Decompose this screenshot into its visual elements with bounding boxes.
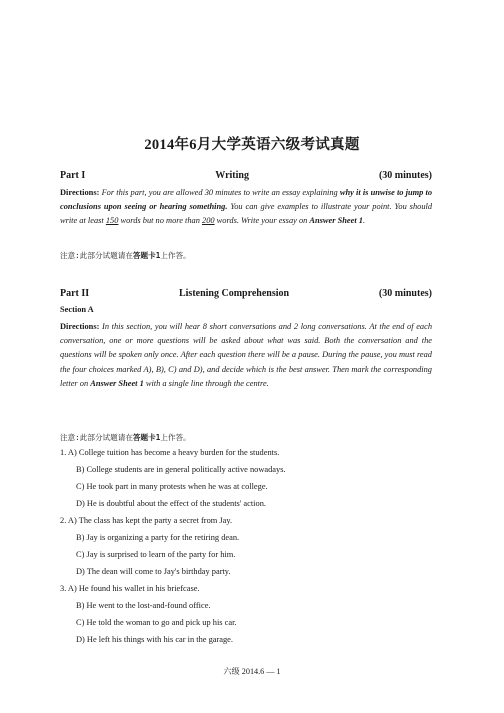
option-a: A) The class has kept the party a secret from Jay. xyxy=(67,516,233,525)
part1-time: (30 minutes) xyxy=(378,170,432,181)
question-3-option-c: C) He told the woman to go and pick up his car. xyxy=(76,618,237,627)
option-a: A) College tuition has become a heavy burden for the students. xyxy=(67,448,280,457)
part1-dir-text-a: For this part, you are allowed 30 minutes to write an essay explaining xyxy=(101,188,338,197)
part2-dir-text: In this section, you will hear 8 short conversations and 2 long conversations. At the end of each conversation, one or more questions will be asked about what was said. Both the conversation and the questions will be spoken only once. After each question there will be a pause. During the pause, you must read the four choices marked A), B), C) and D), and decide which is the best answer. Then mark the corresponding letter on xyxy=(60,322,433,388)
part1-label: Part I xyxy=(60,170,86,181)
part1-header xyxy=(60,170,432,181)
part2-note-card: 答题卡1 xyxy=(132,433,161,442)
page-footer: 六级 2014.6 — 1 xyxy=(223,667,281,676)
question-number: 3. xyxy=(60,584,67,593)
part2-note-a: 注意:此部分试题请在 xyxy=(60,433,133,442)
part1-note-b: 上作答。 xyxy=(160,251,191,260)
page-title: 2014年6月大学英语六级考试真题 xyxy=(144,137,360,153)
part2-name: Listening Comprehension xyxy=(178,288,290,299)
question-2-option-c: C) Jay is surprised to learn of the party for him. xyxy=(76,550,236,559)
question-3-option-d: D) He left his things with his car in the garage. xyxy=(76,635,233,644)
question-2 xyxy=(60,516,232,525)
part2-dir-end: with a single line through the centre. xyxy=(145,378,269,388)
question-3-option-b: B) He went to the lost-and-found office. xyxy=(76,601,211,610)
question-number: 1. xyxy=(60,448,67,457)
part2-directions xyxy=(60,320,432,391)
part1-dir-topic: why it is unwise to jump to conclusions upon seeing or hearing something. xyxy=(60,188,433,212)
part2-header xyxy=(60,288,432,299)
part1-dir-end: . xyxy=(362,216,366,226)
part1-max-words: 200 xyxy=(202,216,215,226)
part1-directions-label: Directions: xyxy=(60,188,100,197)
question-number: 2. xyxy=(60,516,67,525)
part2-note xyxy=(60,432,191,443)
part2-directions-label: Directions: xyxy=(60,322,100,331)
question-1-option-b: B) College students are in general politically active nowadays. xyxy=(76,465,286,474)
part1-answer-sheet: Answer Sheet 1 xyxy=(309,216,363,226)
part1-min-words: 150 xyxy=(105,216,119,226)
part1-note xyxy=(60,250,191,261)
question-1-option-d: D) He is doubtful about the effect of the students' action. xyxy=(76,499,266,508)
part1-dir-text-c: words but no more than xyxy=(120,216,200,226)
part1-note-card: 答题卡1 xyxy=(132,251,161,260)
part2-time: (30 minutes) xyxy=(378,288,432,299)
section-a-label: Section A xyxy=(60,305,94,314)
part1-dir-text-d: words. Write your essay on xyxy=(216,216,308,226)
question-3 xyxy=(60,584,200,593)
part1-name: Writing xyxy=(215,170,249,181)
part1-note-a: 注意:此部分试题请在 xyxy=(60,251,133,260)
question-1-option-c: C) He took part in many protests when he was at college. xyxy=(76,482,268,491)
part1-directions xyxy=(60,186,432,229)
question-2-option-d: D) The dean will come to Jay's birthday party. xyxy=(76,567,231,576)
question-2-option-b: B) Jay is organizing a party for the retiring dean. xyxy=(76,533,240,542)
part2-note-b: 上作答。 xyxy=(160,433,191,442)
part2-answer-sheet: Answer Sheet 1 xyxy=(90,378,144,388)
question-1 xyxy=(60,448,279,457)
part1-dir-text-b: You can give examples to illustrate your point. You should write at least xyxy=(60,202,433,226)
option-a: A) He found his wallet in his briefcase. xyxy=(67,584,200,593)
part2-label: Part II xyxy=(60,288,90,299)
